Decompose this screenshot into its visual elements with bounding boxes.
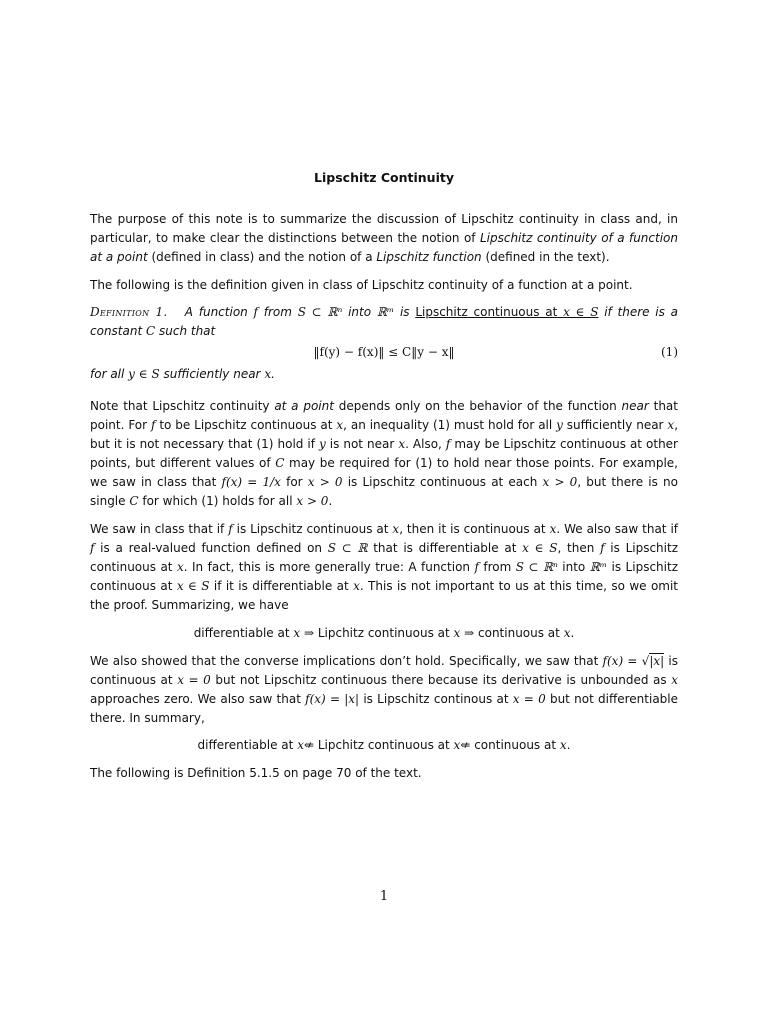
def-text-5: if there is a constant [90,305,679,338]
p4-xs2: x ∈ S [176,579,210,593]
para6-text: The following is Definition 5.1.5 on page 70 of the text. [90,766,422,780]
para1-emphasis-2: Lipschitz function [376,250,482,264]
equation-1 [90,343,678,364]
p3-f1: f [150,418,156,432]
p3-a: Note that Lipschitz continuity [90,399,275,413]
p5-c: but not Lipschitz continuous there because its derivative is unbounded as [210,673,672,687]
definition-intro-paragraph [90,276,678,295]
p4-d: . We also saw that if [556,522,679,536]
p3-k: may be Lipschitz continuous at other points, but different values of [90,437,678,470]
p3-x3: x [398,437,406,451]
p4-x1: x [392,522,400,536]
p5-x1: x [671,673,678,687]
p4-b: is Lipschitz continuous at [232,522,393,536]
p3-n: is Lipschitz continuous at each [342,475,543,489]
p3-g: sufficiently near [562,418,668,432]
p4-i: is Lipschitz continuous at [90,541,679,574]
para1-text-2: (defined in class) and the notion of a [147,250,377,264]
implies-arrow-1: ⇒ [300,626,318,640]
p5-d: approaches zero. We also saw that [90,692,306,706]
impl1-a: differentiable at [193,626,294,640]
p3-xg0c: x > 0 [296,494,329,508]
closing-paragraph [90,764,678,783]
p3-o: , but there is no single [90,475,678,508]
p3-h: , but it is not necessary that (1) hold if [90,418,679,451]
p4-m: is Lipschitz continuous at [90,560,678,593]
p3-xg0b: x > 0 [542,475,578,489]
impl2-d: . [566,738,571,752]
p3-c: that point. For [90,399,678,432]
p4-o: . This is not important to us at this time, so we omit the proof. Summarizing, we have [90,579,679,612]
impl2-c: continuous at [470,738,560,752]
p4-a: We saw in class that if [90,522,229,536]
definition-heading: Definition 1. [90,305,168,319]
p4-j: . In fact, this is more generally true: A function [183,560,475,574]
p4-l: into [557,560,590,574]
def-point: x ∈ S [563,305,599,319]
p4-f1: f [228,522,233,536]
p4-x3: x [176,560,184,574]
p3-em-a: at a point [274,399,334,413]
p4-f3: f [600,541,605,555]
p3-f2: f [445,437,451,451]
implies-arrow-2: ⇒ [460,626,478,640]
p4-xs: x ∈ S [522,541,558,555]
impl1-x3: x [563,626,571,640]
p4-k: from [478,560,516,574]
p3-x2: x [667,418,675,432]
def-tail-1: for all [90,367,129,381]
p3-m: for [280,475,308,489]
impl2-b: Lipchitz continuous at [314,738,454,752]
p3-y1: y [556,418,563,432]
def-text-1: A function [184,305,254,319]
def-codomain: ℝᵐ [376,305,395,319]
para2-text: The following is the definition given in class of Lipschitz continuity of a function at a point. [90,278,633,292]
impl1-d: . [570,626,575,640]
p5-fabs: f(x) = |x| [305,692,360,706]
p3-l: may be required for (1) to hold near those points. For example, we saw in class that [90,456,678,489]
p3-x1: x [336,418,344,432]
p4-g: that is differentiable at [367,541,523,555]
para1-emphasis-1: Lipschitz continuity of a function at a point [90,231,678,264]
impl2-x1: x [297,738,304,752]
p3-p: for which (1) holds for all [138,494,297,508]
p4-rm: ℝᵐ [589,560,608,574]
p3-q: . [328,494,333,508]
local-behavior-paragraph [90,397,678,511]
p4-f2: f [90,541,95,555]
def-text-4: is [394,305,416,319]
def-text-6: such that [155,324,216,338]
p5-sqrt-arg: |x| [649,654,665,668]
p3-e: , an inequality (1) must hold for all [343,418,557,432]
impl2-x2: x [453,738,461,752]
impl2-x3: x [559,738,567,752]
p3-xg0: x > 0 [307,475,343,489]
def-text-2: from [257,305,298,319]
sqrt-sign-icon: √ [641,654,650,668]
differentiability-paragraph [90,520,678,615]
p5-x0: x = 0 [177,673,211,687]
page-title: Lipschitz Continuity [314,170,454,185]
not-implied-arrow-1: ⇍ [303,738,315,752]
para1-text: The purpose of this note is to summarize the discussion of Lipschitz continuity in class and, in particular, to make clear the distinctions between the notion of [90,212,678,245]
def-constant: C [145,324,156,338]
impl1-c: continuous at [478,626,564,640]
implication-chain-1 [90,624,678,643]
implication-chain-2 [90,736,678,755]
def-f: f [253,305,258,319]
equation-number: (1) [661,345,678,359]
p4-sr: S ⊂ ℝ [327,541,368,555]
p3-b: depends only on the behavior of the function [333,399,622,413]
p3-fx: f(x) = 1/x [221,475,281,489]
p3-c1: C [275,456,285,470]
p5-e: is Lipschitz continous at [359,692,513,706]
p5-b: is continuous at [90,654,678,687]
def-underlined-term [415,305,598,319]
p4-n: if it is differentiable at [209,579,354,593]
impl1-x1: x [293,626,301,640]
p4-h: , then [557,541,601,555]
p3-y2: y [318,437,326,451]
def-set: S ⊂ ℝⁿ [297,305,343,319]
p5-x0b: x = 0 [512,692,546,706]
p4-e: is a real-valued function defined on [94,541,328,555]
p5-a: We also showed that the converse implications don’t hold. Specifically, we saw that [90,654,603,668]
p4-x2: x [549,522,557,536]
para1-text-3: (defined in the text). [481,250,610,264]
p5-g: but not differentiable there. In summary, [90,692,679,725]
p4-c: , then it is continuous at [399,522,550,536]
not-implied-arrow-2: ⇍ [460,738,471,752]
p4-f4: f [474,560,479,574]
p5-fx: f(x) = [602,654,642,668]
converse-paragraph [90,652,678,728]
intro-paragraph [90,210,678,267]
p3-i: is not near [325,437,399,451]
def-x: x [264,367,272,381]
p4-x4: x [353,579,360,593]
p4-srn: S ⊂ ℝⁿ [515,560,558,574]
p3-em-b: near [621,399,649,413]
def-tail-2: sufficiently near [159,367,265,381]
impl1-x2: x [453,626,461,640]
def-y-in-s: y ∈ S [128,367,160,381]
p3-j: . Also, [405,437,446,451]
p3-c2: C [129,494,139,508]
def-underlined-text: Lipschitz continuous at [415,305,558,319]
page-number: 1 [379,889,389,904]
impl1-b: Lipchitz continuous at [317,626,454,640]
impl2-a: differentiable at [197,738,298,752]
def-text-3: into [342,305,377,319]
def-tail-3: . [271,367,275,381]
definition-block [90,303,678,384]
p3-d: to be Lipschitz continuous at [155,418,337,432]
lipschitz-inequality: ‖f(y) − f(x)‖ ≤ C‖y − x‖ [313,345,455,359]
